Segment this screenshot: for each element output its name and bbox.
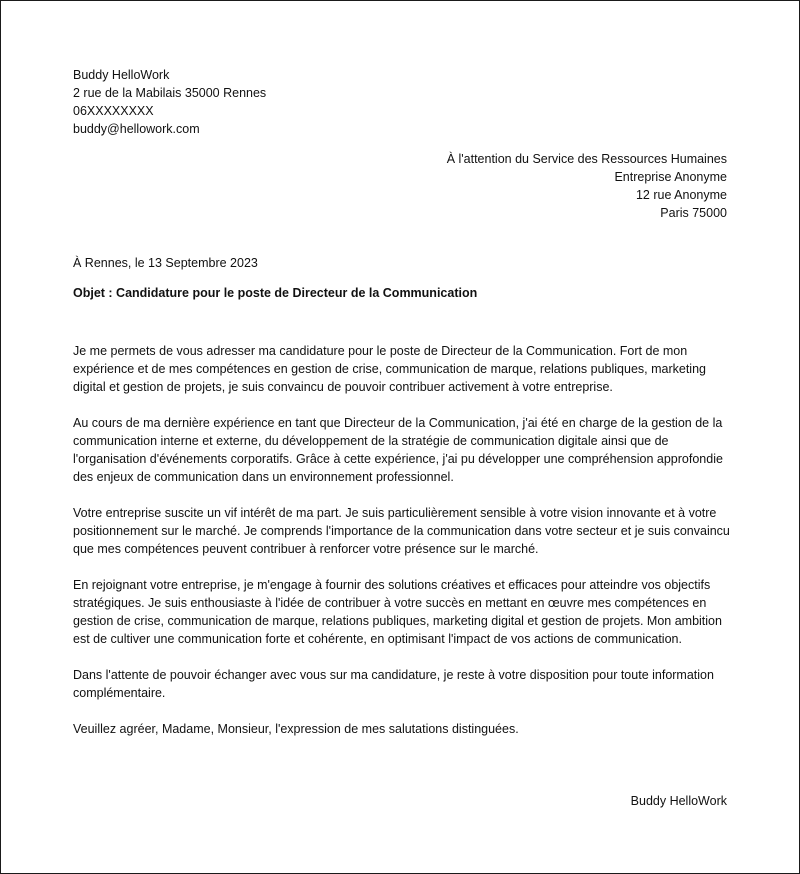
sender-email: buddy@hellowork.com: [73, 122, 200, 136]
letter-date: À Rennes, le 13 Septembre 2023: [73, 256, 258, 270]
letter-body: [73, 342, 731, 756]
recipient-company: Entreprise Anonyme: [614, 170, 727, 184]
body-paragraph-commitment: En rejoignant votre entreprise, je m'engage à fournir des solutions créatives et efficaces pour atteindre vos objectifs stratégiques. Je suis enthousiaste à l'idée de contribuer à votre succès en mettant en œuvre mes compétences en gestion de crise, communication de marque, relations publiques, marketing digital et gestion de projets. Mon ambition est de cultiver une communication forte et cohérente, en optimisant l'impact de vos actions de communication.: [73, 578, 722, 646]
recipient-block: [307, 150, 727, 222]
recipient-city: Paris 75000: [660, 206, 727, 220]
letter-subject: Objet : Candidature pour le poste de Directeur de la Communication: [73, 286, 478, 300]
body-paragraph-experience: Au cours de ma dernière expérience en tant que Directeur de la Communication, j'ai été en charge de la gestion de la communication interne et externe, du développement de la stratégie de communication digitale ainsi que de l'organisation d'événements corporatifs. Grâce à cette expérience, j'ai pu développer une compréhension approfondie des enjeux de communication dans un environnement professionnel.: [73, 416, 723, 484]
sender-address: 2 rue de la Mabilais 35000 Rennes: [73, 86, 267, 100]
body-paragraph-intro: Je me permets de vous adresser ma candidature pour le poste de Directeur de la Communication. Fort de mon expérience et de mes compétences en gestion de crise, communication de marque, relations publiques, marketing digital et gestion de projets, je suis convaincu de pouvoir contribuer activement à votre entreprise.: [73, 344, 706, 394]
sender-phone: 06XXXXXXXX: [73, 104, 154, 118]
sender-name: Buddy HelloWork: [73, 68, 170, 82]
body-paragraph-company: Votre entreprise suscite un vif intérêt de ma part. Je suis particulièrement sensible à votre vision innovante et à votre positionnement sur le marché. Je comprends l'importance de la communication dans votre secteur et je suis convaincu que mes compétences peuvent contribuer à renforcer votre présence sur le marché.: [73, 506, 730, 556]
body-paragraph-closing: Dans l'attente de pouvoir échanger avec vous sur ma candidature, je reste à votre disposition pour toute information complémentaire.: [73, 668, 714, 700]
signature: Buddy HelloWork: [630, 794, 727, 808]
sender-block: [73, 66, 473, 138]
recipient-attention: À l'attention du Service des Ressources Humaines: [446, 152, 727, 166]
recipient-street: 12 rue Anonyme: [635, 188, 727, 202]
body-paragraph-salutation: Veuillez agréer, Madame, Monsieur, l'expression de mes salutations distinguées.: [73, 722, 519, 736]
